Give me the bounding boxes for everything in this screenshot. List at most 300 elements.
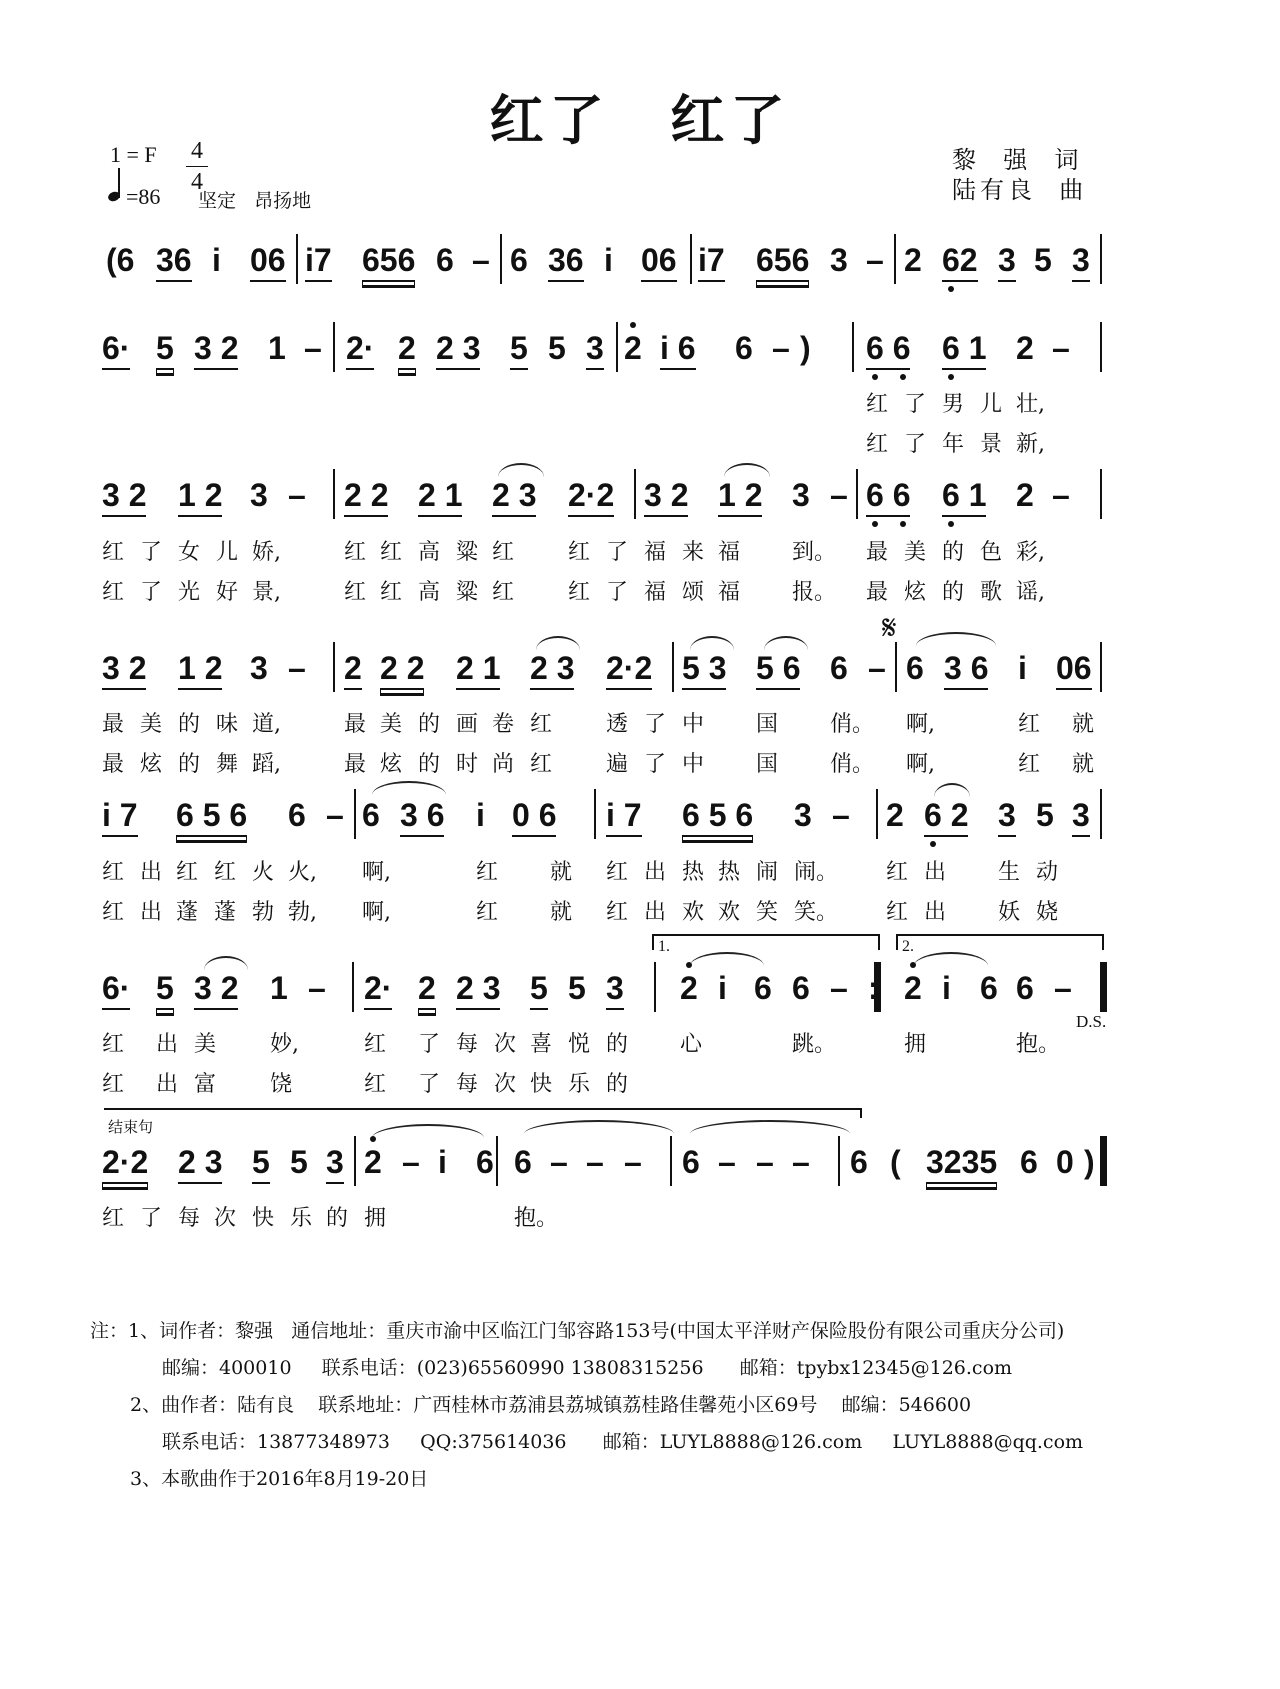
note-group: – bbox=[472, 242, 490, 278]
note-group: 06 bbox=[250, 240, 286, 282]
note-group: 6 bbox=[1016, 970, 1034, 1006]
note-group: 656 bbox=[362, 240, 415, 282]
note-group: 2 bbox=[1016, 330, 1034, 366]
note-group: 6 5 6 bbox=[176, 795, 247, 837]
coda-label: 结束句 bbox=[108, 1118, 154, 1136]
note-group: 2 bbox=[344, 648, 362, 690]
lyric-syllable: 了 bbox=[644, 712, 667, 737]
key-signature: 1 = F bbox=[110, 142, 157, 167]
note-group: – bbox=[772, 330, 790, 366]
barline bbox=[1100, 322, 1102, 372]
lyric-syllable: 了 bbox=[606, 580, 629, 605]
lyric-syllable: 火, bbox=[288, 860, 317, 885]
volta-label: 2. bbox=[902, 938, 914, 955]
note-group: 3 bbox=[792, 477, 810, 513]
note-group: 5 bbox=[1034, 242, 1052, 278]
lyric-syllable: 的 bbox=[606, 1032, 629, 1057]
slur bbox=[934, 783, 970, 797]
note-group: 3 2 bbox=[194, 968, 238, 1010]
lyric-syllable: 闹。 bbox=[794, 860, 839, 885]
lyric-syllable: 福 bbox=[718, 580, 741, 605]
lyric-syllable: 蓬 bbox=[176, 900, 199, 925]
note-group: 3 bbox=[998, 240, 1016, 282]
lyric-syllable: 勃, bbox=[288, 900, 317, 925]
note-group: i bbox=[718, 970, 727, 1006]
lyric-syllable: 红 bbox=[530, 752, 553, 777]
lyric-syllable: 勃 bbox=[252, 900, 275, 925]
barline bbox=[856, 469, 858, 519]
note-group: 5 bbox=[290, 1144, 308, 1180]
lyric-syllable: 富 bbox=[194, 1072, 217, 1097]
slur bbox=[914, 952, 988, 966]
note-group: 6 bbox=[510, 242, 528, 278]
low-octave-dot bbox=[948, 286, 954, 292]
note-group: 2 1 bbox=[418, 475, 462, 517]
note-group: 3 bbox=[586, 328, 604, 370]
music-row bbox=[0, 795, 1280, 841]
lyric-syllable: 饶 bbox=[270, 1072, 293, 1097]
note-group: i bbox=[1018, 650, 1027, 686]
lyric-syllable: 红 bbox=[344, 540, 367, 565]
slur bbox=[690, 636, 734, 650]
lyric-syllable: 红 bbox=[364, 1032, 387, 1057]
coda-bracket bbox=[104, 1108, 862, 1118]
time-signature-bottom: 4 bbox=[191, 169, 203, 195]
lyric-syllable: 国 bbox=[756, 752, 779, 777]
note-group: – bbox=[832, 797, 850, 833]
music-row bbox=[0, 475, 1280, 521]
low-octave-dot bbox=[900, 374, 906, 380]
footnote-line: 邮编：400010 联系电话：(023)65560990 13808315256 邮箱：tpybx12345@126.com bbox=[162, 1357, 1013, 1379]
lyric-syllable: 妙, bbox=[270, 1032, 299, 1057]
barline bbox=[333, 469, 335, 519]
barline bbox=[296, 234, 298, 284]
note-group: 3 bbox=[250, 650, 268, 686]
barline bbox=[500, 234, 502, 284]
note-group: 1 bbox=[270, 970, 288, 1006]
note-group: 2 bbox=[418, 968, 436, 1010]
note-group: 3 bbox=[830, 242, 848, 278]
lyric-syllable: 红 bbox=[1018, 752, 1041, 777]
note-group: (6 bbox=[106, 242, 135, 278]
lyric-syllable: 的 bbox=[178, 752, 201, 777]
lyric-syllable: 来 bbox=[682, 540, 705, 565]
lyric-syllable: 红 bbox=[102, 860, 125, 885]
fraction-line bbox=[186, 166, 208, 167]
final-barline bbox=[1100, 962, 1107, 1012]
lyric-syllable: 的 bbox=[606, 1072, 629, 1097]
lyric-syllable: 最 bbox=[102, 712, 125, 737]
music-row bbox=[0, 240, 1280, 286]
note-group: – bbox=[402, 1144, 420, 1180]
barline bbox=[354, 789, 356, 839]
lyric-syllable: 了 bbox=[418, 1032, 441, 1057]
note-group: – bbox=[586, 1144, 604, 1180]
lyric-syllable: 了 bbox=[644, 752, 667, 777]
note-group: 2· bbox=[346, 328, 374, 370]
low-octave-dot bbox=[930, 841, 936, 847]
segno-icon: 𝄋 bbox=[882, 608, 897, 648]
lyric-syllable: 美 bbox=[380, 712, 403, 737]
lyric-syllable: 俏。 bbox=[830, 752, 875, 777]
footnote-line: 2、曲作者：陆有良 联系地址：广西桂林市荔浦县荔城镇荔桂路佳馨苑小区69号 邮编：546600 bbox=[130, 1394, 972, 1416]
lyric-syllable: 景 bbox=[980, 432, 1003, 457]
lyric-syllable: 红 bbox=[364, 1072, 387, 1097]
slur bbox=[690, 1120, 850, 1134]
lyric-syllable: 的 bbox=[178, 712, 201, 737]
note-group: – bbox=[718, 1144, 736, 1180]
lyric-syllable: 歌 bbox=[980, 580, 1003, 605]
note-group: 2 3 bbox=[436, 328, 480, 370]
lyric-syllable: 蓬 bbox=[214, 900, 237, 925]
barline bbox=[654, 962, 656, 1012]
note-group: – bbox=[304, 330, 322, 366]
lyric-syllable: 红 bbox=[102, 1072, 125, 1097]
barline bbox=[894, 234, 896, 284]
note-group: 656 bbox=[756, 240, 809, 282]
note-group: 1 2 bbox=[178, 475, 222, 517]
lyric-syllable: 快 bbox=[530, 1072, 553, 1097]
note-group: 2·2 bbox=[606, 648, 652, 690]
lyric-syllable: 卷 bbox=[492, 712, 515, 737]
note-group: 5 bbox=[530, 968, 548, 1010]
note-group: 6 6 bbox=[866, 475, 910, 517]
note-group: i bbox=[212, 242, 221, 278]
lyric-syllable: 红 bbox=[176, 860, 199, 885]
note-group: 2 bbox=[904, 242, 922, 278]
lyric-syllable: 红 bbox=[380, 540, 403, 565]
lyric-syllable: 了 bbox=[140, 1206, 163, 1231]
note-group: – bbox=[866, 242, 884, 278]
lyric-syllable: 彩, bbox=[1016, 540, 1045, 565]
lyric-syllable: 女 bbox=[178, 540, 201, 565]
lyric-syllable: 啊, bbox=[906, 712, 935, 737]
composer-credit: 陆有良 曲 bbox=[952, 176, 1088, 204]
lyric-syllable: 抱。 bbox=[514, 1206, 559, 1231]
lyric-syllable: 就 bbox=[550, 860, 573, 885]
music-row bbox=[0, 608, 1280, 694]
lyric-syllable: 最 bbox=[344, 752, 367, 777]
lyric-syllable: 的 bbox=[326, 1206, 349, 1231]
slur bbox=[764, 636, 808, 650]
final-barline bbox=[1100, 1136, 1107, 1186]
note-group: 6· bbox=[102, 968, 130, 1010]
lyric-syllable: 遍 bbox=[606, 752, 629, 777]
lyric-syllable: 乐 bbox=[290, 1206, 313, 1231]
barline bbox=[1100, 642, 1102, 692]
note-group: i 6 bbox=[660, 328, 696, 370]
barline bbox=[496, 1136, 498, 1186]
low-octave-dot bbox=[872, 374, 878, 380]
lyric-syllable: 炫 bbox=[380, 752, 403, 777]
lyric-syllable: 出 bbox=[924, 900, 947, 925]
lyric-syllable: 拥 bbox=[364, 1206, 387, 1231]
note-group: i7 bbox=[698, 240, 725, 282]
note-group: 5 bbox=[252, 1142, 270, 1184]
note-group: 2 3 bbox=[530, 648, 574, 690]
slur bbox=[916, 632, 996, 646]
lyric-syllable: 福 bbox=[718, 540, 741, 565]
lyric-syllable: 悦 bbox=[568, 1032, 591, 1057]
barline bbox=[594, 789, 596, 839]
note-group: 2 2 bbox=[380, 648, 424, 690]
lyric-syllable: 最 bbox=[866, 540, 889, 565]
lyric-syllable: 颂 bbox=[682, 580, 705, 605]
note-group: : bbox=[868, 970, 879, 1006]
final-barline bbox=[874, 962, 881, 1012]
note-group: 2 bbox=[904, 970, 922, 1006]
lyric-syllable: 的 bbox=[418, 752, 441, 777]
lyric-syllable: 国 bbox=[756, 712, 779, 737]
footnote-line: 注：1、词作者：黎强 通信地址：重庆市渝中区临江门邹容路153号(中国太平洋财产保险股份有限公司重庆分公司) bbox=[90, 1320, 1065, 1342]
barline bbox=[1100, 789, 1102, 839]
note-group: 3 bbox=[326, 1142, 344, 1184]
note-group: 2 bbox=[886, 797, 904, 833]
note-group: 1 bbox=[268, 330, 286, 366]
lyric-syllable: 尚 bbox=[492, 752, 515, 777]
lyric-syllable: 炫 bbox=[140, 752, 163, 777]
lyric-syllable: 热 bbox=[682, 860, 705, 885]
lyric-syllable: 了 bbox=[904, 392, 927, 417]
lyric-syllable: 乐 bbox=[568, 1072, 591, 1097]
note-group: i bbox=[438, 1144, 447, 1180]
note-group: 6 bbox=[682, 1144, 700, 1180]
lyric-syllable: 每 bbox=[456, 1032, 479, 1057]
lyric-syllable: 红 bbox=[102, 580, 125, 605]
note-group: – bbox=[308, 970, 326, 1006]
lyric-syllable: 红 bbox=[866, 392, 889, 417]
slur bbox=[372, 781, 446, 795]
barline bbox=[333, 322, 335, 372]
barline bbox=[690, 234, 692, 284]
note-group: 6 bbox=[735, 330, 753, 366]
expression-marking: 坚定 昂扬地 bbox=[198, 190, 312, 212]
lyric-syllable: 红 bbox=[492, 580, 515, 605]
note-group: 6· bbox=[102, 328, 130, 370]
note-group: 3 6 bbox=[400, 795, 444, 837]
title-part-2: 红了 bbox=[670, 89, 791, 152]
lyric-syllable: 出 bbox=[644, 900, 667, 925]
note-group: – bbox=[868, 650, 886, 686]
lyric-syllable: 就 bbox=[550, 900, 573, 925]
volta-bracket bbox=[652, 934, 880, 950]
note-group: 6 bbox=[754, 970, 772, 1006]
lyric-syllable: 红 bbox=[102, 900, 125, 925]
note-group: 5 bbox=[548, 330, 566, 366]
dal-segno-marking: D.S. bbox=[1076, 1012, 1107, 1031]
slur bbox=[524, 1120, 674, 1134]
note-group: 6 bbox=[362, 797, 380, 833]
slur bbox=[724, 463, 770, 477]
note-group: – bbox=[550, 1144, 568, 1180]
note-group: i7 bbox=[305, 240, 332, 282]
note-group: 06 bbox=[641, 240, 677, 282]
lyric-syllable: 每 bbox=[456, 1072, 479, 1097]
lyric-syllable: 红 bbox=[102, 540, 125, 565]
lyric-syllable: 红 bbox=[214, 860, 237, 885]
lyric-syllable: 动 bbox=[1036, 860, 1059, 885]
lyric-syllable: 福 bbox=[644, 540, 667, 565]
note-group: – bbox=[830, 477, 848, 513]
lyric-syllable: 舞 bbox=[216, 752, 239, 777]
note-group: – bbox=[288, 650, 306, 686]
note-group: 3 bbox=[1072, 795, 1090, 837]
note-group: 6 bbox=[476, 1144, 494, 1180]
lyric-syllable: 透 bbox=[606, 712, 629, 737]
low-octave-dot bbox=[948, 374, 954, 380]
note-group: 3 bbox=[606, 968, 624, 1010]
note-group: 2· bbox=[364, 968, 392, 1010]
slur bbox=[204, 956, 248, 970]
quarter-note-icon bbox=[108, 168, 122, 204]
barline bbox=[1100, 234, 1102, 284]
note-group: 1 2 bbox=[718, 475, 762, 517]
lyric-syllable: 笑。 bbox=[794, 900, 839, 925]
low-octave-dot bbox=[900, 521, 906, 527]
note-group: 6 6 bbox=[866, 328, 910, 370]
note-group: 2 bbox=[364, 1144, 382, 1180]
lyric-syllable: 了 bbox=[606, 540, 629, 565]
lyric-syllable: 跳。 bbox=[792, 1032, 837, 1057]
note-group: 2·2 bbox=[102, 1142, 148, 1184]
lyric-syllable: 欢 bbox=[682, 900, 705, 925]
note-group: 2 bbox=[398, 328, 416, 370]
note-group: 2 2 bbox=[344, 475, 388, 517]
low-octave-dot bbox=[872, 521, 878, 527]
volta-bracket bbox=[896, 934, 1104, 950]
note-group: 5 6 bbox=[756, 648, 800, 690]
lyric-syllable: 光 bbox=[178, 580, 201, 605]
note-group: – bbox=[792, 1144, 810, 1180]
lyric-syllable: 的 bbox=[418, 712, 441, 737]
lyric-syllable: 出 bbox=[924, 860, 947, 885]
lyric-syllable: 红 bbox=[866, 432, 889, 457]
note-group: 36 bbox=[156, 240, 192, 282]
note-group: 6 bbox=[436, 242, 454, 278]
note-group: 5 bbox=[156, 968, 174, 1010]
note-group: 3 6 bbox=[944, 648, 988, 690]
lyric-syllable: 美 bbox=[904, 540, 927, 565]
lyric-syllable: 就 bbox=[1072, 752, 1095, 777]
lyric-syllable: 出 bbox=[140, 860, 163, 885]
note-group: – bbox=[1052, 477, 1070, 513]
lyric-syllable: 红 bbox=[102, 1032, 125, 1057]
lyric-syllable: 拥 bbox=[904, 1032, 927, 1057]
lyric-syllable: 了 bbox=[904, 432, 927, 457]
lyric-syllable: 好 bbox=[216, 580, 239, 605]
note-group: 6 bbox=[980, 970, 998, 1006]
lyric-syllable: 儿 bbox=[216, 540, 239, 565]
lyric-syllable: 味 bbox=[216, 712, 239, 737]
lyric-syllable: 儿 bbox=[980, 392, 1003, 417]
note-group: 2 bbox=[624, 330, 642, 366]
lyric-syllable: 报。 bbox=[792, 580, 837, 605]
lyric-syllable: 次 bbox=[494, 1032, 517, 1057]
note-group: 6 bbox=[792, 970, 810, 1006]
lyric-syllable: 了 bbox=[418, 1072, 441, 1097]
lyric-syllable: 闹 bbox=[756, 860, 779, 885]
barline bbox=[352, 962, 354, 1012]
note-group: 6 bbox=[514, 1144, 532, 1180]
lyric-syllable: 出 bbox=[644, 860, 667, 885]
lyric-syllable: 红 bbox=[886, 860, 909, 885]
lyric-syllable: 红 bbox=[476, 900, 499, 925]
lyric-syllable: 最 bbox=[102, 752, 125, 777]
lyric-syllable: 快 bbox=[252, 1206, 275, 1231]
lyric-syllable: 娆 bbox=[1036, 900, 1059, 925]
lyric-syllable: 火 bbox=[252, 860, 275, 885]
note-group: 6 bbox=[1020, 1144, 1038, 1180]
lyric-syllable: 了 bbox=[140, 580, 163, 605]
lyric-syllable: 最 bbox=[344, 712, 367, 737]
lyric-syllable: 的 bbox=[942, 580, 965, 605]
music-row bbox=[0, 328, 1280, 374]
note-group: – bbox=[1052, 330, 1070, 366]
note-group: i bbox=[476, 797, 485, 833]
note-group: 6 bbox=[906, 650, 924, 686]
note-group: 5 bbox=[1036, 797, 1054, 833]
lyric-syllable: 就 bbox=[1072, 712, 1095, 737]
lyric-syllable: 红 bbox=[530, 712, 553, 737]
lyric-syllable: 笑 bbox=[756, 900, 779, 925]
lyric-syllable: 心 bbox=[680, 1032, 703, 1057]
note-group: 5 bbox=[568, 970, 586, 1006]
note-group: i bbox=[604, 242, 613, 278]
lyric-syllable: 啊, bbox=[362, 900, 391, 925]
note-group: 3 2 bbox=[102, 648, 146, 690]
lyric-syllable: 啊, bbox=[362, 860, 391, 885]
barline bbox=[838, 1136, 840, 1186]
low-octave-dot bbox=[948, 521, 954, 527]
note-group: 3 2 bbox=[194, 328, 238, 370]
note-group: 2 bbox=[1016, 477, 1034, 513]
lyric-syllable: 欢 bbox=[718, 900, 741, 925]
note-group: 3 bbox=[998, 795, 1016, 837]
lyric-syllable: 美 bbox=[140, 712, 163, 737]
lyric-syllable: 红 bbox=[606, 860, 629, 885]
lyric-syllable: 出 bbox=[156, 1072, 179, 1097]
barline bbox=[876, 789, 878, 839]
lyric-syllable: 的 bbox=[942, 540, 965, 565]
note-group: 3 bbox=[1072, 240, 1090, 282]
note-group: 3 2 bbox=[644, 475, 688, 517]
note-group: 6 2 bbox=[924, 795, 968, 837]
note-group: 2 1 bbox=[456, 648, 500, 690]
note-group: 0 6 bbox=[512, 795, 556, 837]
note-group: 6 bbox=[288, 797, 306, 833]
lyric-syllable: 生 bbox=[998, 860, 1021, 885]
note-group: 6 1 bbox=[942, 475, 986, 517]
note-group: 62 bbox=[942, 240, 978, 282]
volta-label: 1. bbox=[658, 938, 670, 955]
note-group: 3 bbox=[794, 797, 812, 833]
lyric-syllable: 红 bbox=[568, 580, 591, 605]
note-group: – bbox=[830, 970, 848, 1006]
lyric-syllable: 画 bbox=[456, 712, 479, 737]
barline bbox=[354, 1136, 356, 1186]
lyric-syllable: 红 bbox=[606, 900, 629, 925]
note-group: 3 bbox=[250, 477, 268, 513]
note-group: 3 2 bbox=[102, 475, 146, 517]
lyric-syllable: 福 bbox=[644, 580, 667, 605]
lyric-syllable: 俏。 bbox=[830, 712, 875, 737]
lyric-syllable: 色 bbox=[980, 540, 1003, 565]
music-row bbox=[0, 938, 1280, 1031]
note-group: 06 bbox=[1056, 648, 1092, 690]
footnote-line: 联系电话：13877348973 QQ:375614036 邮箱：LUYL8888@126.com LUYL8888@qq.com bbox=[162, 1431, 1084, 1453]
lyric-syllable: 妖 bbox=[998, 900, 1021, 925]
lyric-syllable: 出 bbox=[140, 900, 163, 925]
